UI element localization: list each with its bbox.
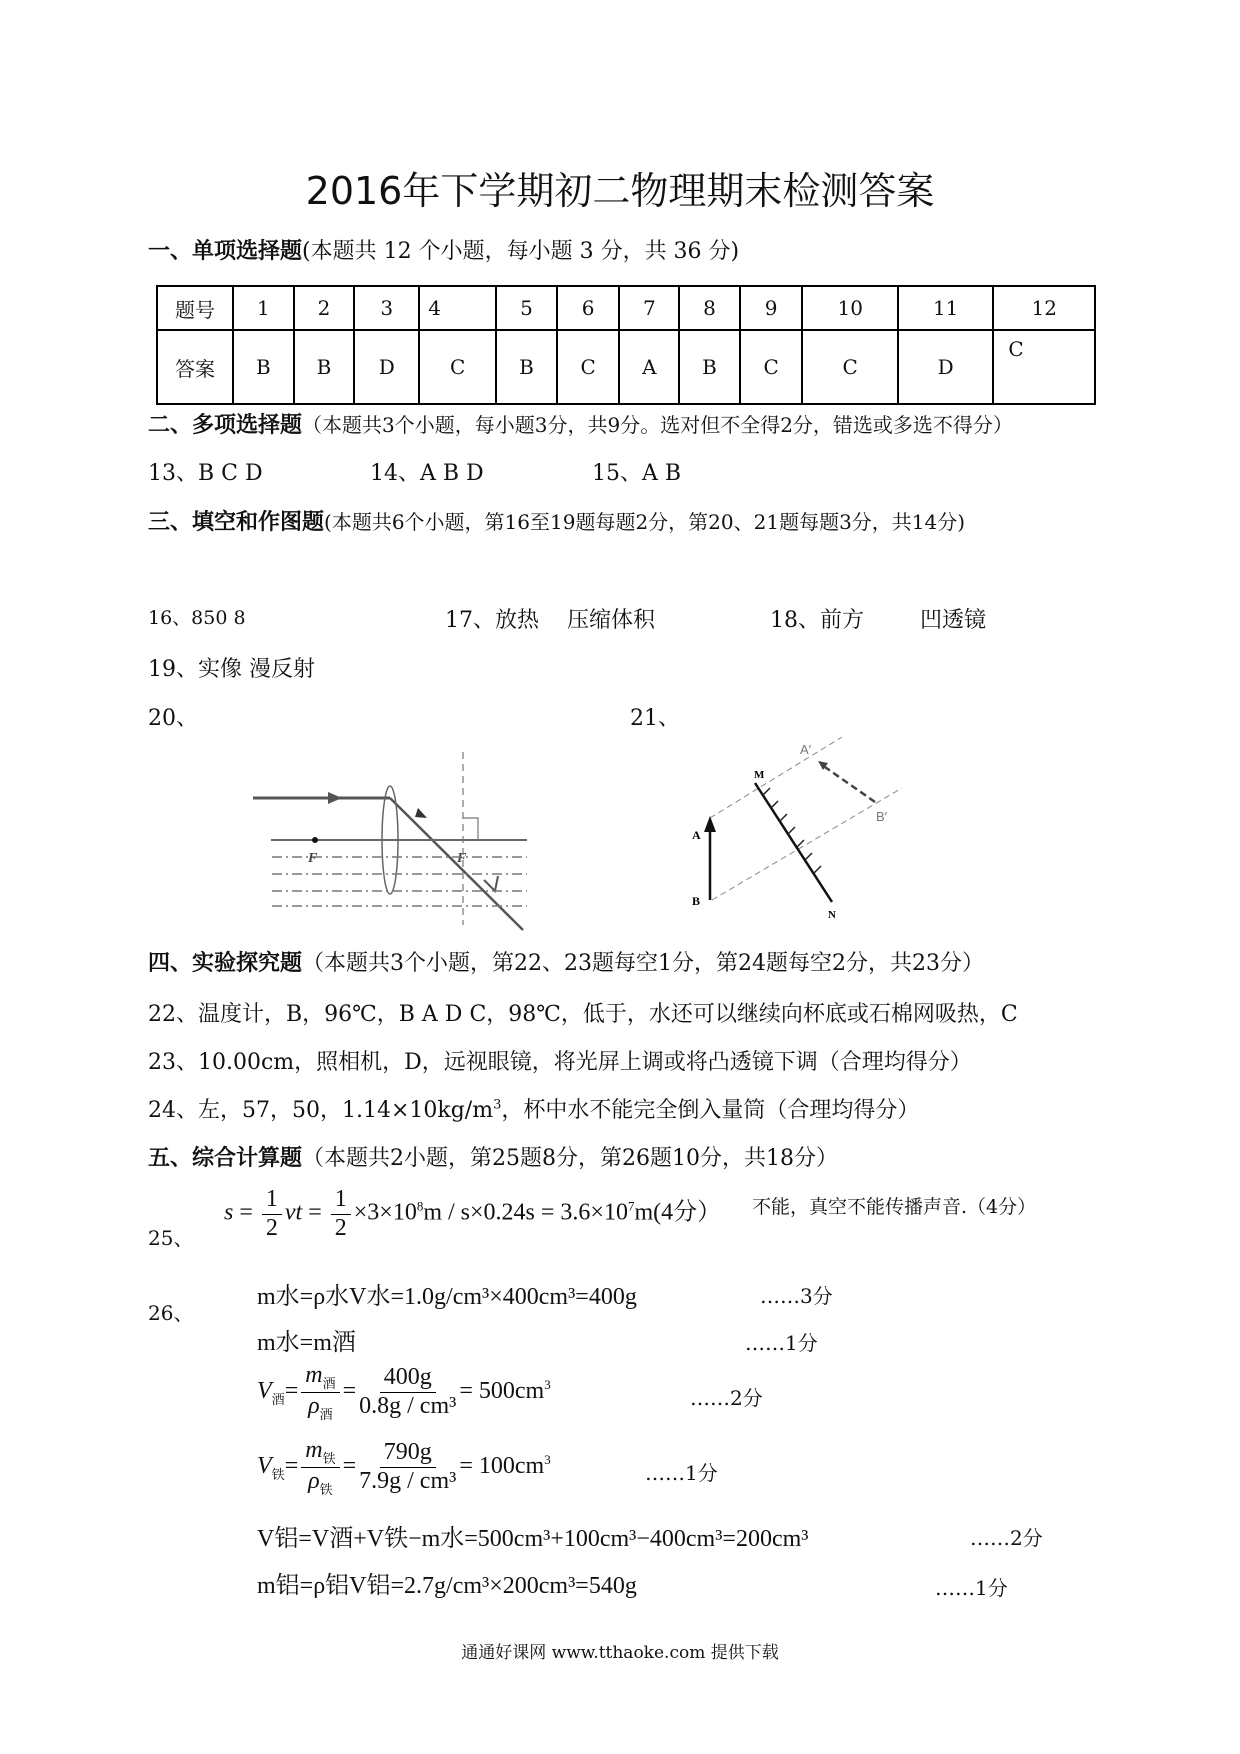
answer-14: 14、A B D: [370, 461, 484, 486]
frac-num: 1: [262, 1186, 282, 1215]
table-cell: 3: [354, 286, 419, 330]
table-cell: D: [354, 330, 419, 404]
answer-24-sup: 3: [493, 1097, 502, 1113]
answer-table: [156, 285, 1096, 405]
row-header-number: 题号: [157, 286, 233, 330]
points-26-line2: ……1分: [745, 1331, 818, 1355]
answer-24-post: ，杯中水不能完全倒入量筒（合理均得分）: [501, 1098, 920, 1123]
arrow-icon: [328, 792, 342, 804]
label-25: 25、: [148, 1226, 194, 1250]
points-26-line3: ……2分: [690, 1386, 763, 1410]
formula-26-line2: m水=m酒: [257, 1330, 356, 1356]
table-cell: D: [898, 330, 993, 404]
construction-lines: [710, 737, 902, 900]
focal-point-left: [312, 837, 318, 843]
label-a-image: A′: [800, 742, 812, 757]
answer-18-a: 18、前方: [770, 608, 864, 633]
label-f-right: F: [457, 851, 467, 866]
table-cell: C: [740, 330, 803, 404]
answer-13: 13、B C D: [148, 461, 263, 486]
frac-num: 1: [331, 1186, 351, 1215]
answer-24-pre: 24、左，57，50，1.14×10kg/m: [148, 1098, 494, 1123]
answer-24: [148, 1093, 919, 1124]
answer-22: 22、温度计，B，96℃，B A D C，98℃，低于，水还可以继续向杯底或石棉网吸热，C: [148, 1002, 1018, 1027]
table-cell: 4: [419, 286, 496, 330]
table-cell: 10: [802, 286, 897, 330]
page-title: 2016年下学期初二物理期末检测答案: [305, 169, 935, 213]
formula-26-line3: $V_酒=$ $\frac{m_酒}{\rho_酒}$ = $\frac{400g}{\text{0.8g / cm³}}$ = $500cm^3$: [257, 1362, 551, 1422]
table-cell: 7: [619, 286, 679, 330]
answer-23: 23、10.00cm，照相机，D，远视眼镜，将光屏上调或将凸透镜下调（合理均得分）: [148, 1050, 972, 1075]
formula-s: s: [224, 1199, 234, 1226]
row-header-answer: 答案: [157, 330, 233, 404]
section4-note: （本题共3个小题，第22、23题每空1分，第24题每空2分，共23分）: [302, 951, 984, 976]
formula-part: m / s×0.24s = 3.6×10: [423, 1199, 628, 1226]
arrow-icon: [704, 816, 716, 832]
label-b-image: B′: [876, 809, 888, 824]
section3-heading: 三、填空和作图题: [148, 510, 325, 535]
exponent: 8: [416, 1198, 424, 1214]
label-f-left: F: [308, 851, 318, 866]
table-cell: C: [802, 330, 897, 404]
section5-header: [148, 1141, 838, 1172]
formula-part: ×3×10: [353, 1199, 417, 1226]
table-cell: 9: [740, 286, 803, 330]
formula-26-line6: m铝=ρ铝V铝=2.7g/cm³×200cm³=540g: [257, 1573, 637, 1599]
section3-note: (本题共6个小题，第16至19题每题2分，第20、21题每题3分，共14分): [324, 510, 966, 534]
points-26-line1: ……3分: [760, 1284, 833, 1308]
frac-den: 2: [334, 1214, 347, 1241]
section4-heading: 四、实验探究题: [148, 951, 303, 976]
table-cell: B: [496, 330, 557, 404]
table-cell: 8: [679, 286, 740, 330]
label-n: N: [828, 909, 836, 921]
table-cell: 5: [496, 286, 557, 330]
answer-17-b: 压缩体积: [567, 608, 656, 633]
section1-note: (本题共 12 个小题，每小题 3 分，共 36 分): [302, 239, 740, 264]
section5-heading: 五、综合计算题: [148, 1146, 303, 1171]
label-b: B: [692, 894, 701, 908]
table-cell: C: [419, 330, 496, 404]
section3-header: [148, 505, 965, 536]
footer-credit: 通通好课网 www.tthaoke.com 提供下载: [461, 1643, 779, 1663]
answer-19: 19、实像 漫反射: [148, 657, 315, 682]
section5-note: （本题共2小题，第25题8分，第26题10分，共18分）: [302, 1146, 838, 1171]
arrow-icon: [484, 876, 498, 891]
exponent: 7: [627, 1198, 635, 1214]
answer-25-remark: 不能，真空不能传播声音.（4分）: [752, 1196, 1037, 1218]
table-cell: 2: [294, 286, 355, 330]
points-26-line6: ……1分: [935, 1576, 1008, 1600]
table-cell: C: [993, 330, 1095, 404]
formula-26-line5: V铝=V酒+V铁−m水=500cm³+100cm³−400cm³=200cm³: [257, 1526, 809, 1552]
points-26-line4: ……1分: [645, 1461, 718, 1485]
label-21: 21、: [630, 706, 680, 731]
mirror-diagram: [670, 720, 930, 940]
table-cell: 11: [898, 286, 993, 330]
table-cell: 1: [233, 286, 294, 330]
section2-note: （本题共3个小题，每小题3分，共9分。选对但不全得2分，错选或多选不得分）: [302, 413, 1013, 437]
table-cell: 6: [557, 286, 620, 330]
label-m: M: [754, 769, 765, 781]
mirror-hatching: [763, 788, 821, 873]
table-cell: B: [233, 330, 294, 404]
table-cell: B: [679, 330, 740, 404]
right-angle-mark: [463, 818, 478, 840]
formula-26-line4: $V_铁=$ $\frac{m_铁}{\rho_铁}$ = $\frac{790g}{\text{7.9g / cm³}}$ = $100cm^3$: [257, 1437, 551, 1497]
table-cell: 12: [993, 286, 1095, 330]
section1-heading: 一、单项选择题: [148, 239, 303, 264]
frac-den: 2: [265, 1214, 278, 1241]
table-cell: C: [557, 330, 620, 404]
section2-header: [148, 408, 1013, 439]
formula-part: m(4分）: [634, 1199, 722, 1226]
table-cell: A: [619, 330, 679, 404]
formula-26-line1: m水=ρ水V水=1.0g/cm³×400cm³=400g: [257, 1284, 637, 1310]
table-row-numbers: [157, 286, 1095, 330]
section2-heading: 二、多项选择题: [148, 413, 303, 438]
table-row-answers: [157, 330, 1095, 404]
arrow-icon: [415, 808, 427, 818]
label-20: 20、: [148, 706, 198, 731]
label-a: A: [692, 828, 701, 842]
answer-16: 16、850 8: [148, 607, 246, 629]
answer-15: 15、A B: [592, 461, 682, 486]
answer-18-b: 凹透镜: [920, 608, 987, 633]
section4-header: [148, 946, 984, 977]
lens-diagram: [240, 720, 560, 940]
formula-25: s = $\frac{1}{2}$ vt = $\frac{1}{2}$ $\times 3\times 10^8m / s\times 0.24s = 3.6\times 10^7m(4$分）: [224, 1186, 722, 1241]
image-a-b: [822, 765, 875, 802]
plane-mirror: [755, 783, 832, 902]
answer-17-a: 17、放热: [445, 608, 539, 633]
table-cell: B: [294, 330, 355, 404]
points-26-line5: ……2分: [970, 1526, 1043, 1550]
label-26: 26、: [148, 1301, 194, 1325]
section1-header: [148, 234, 739, 265]
